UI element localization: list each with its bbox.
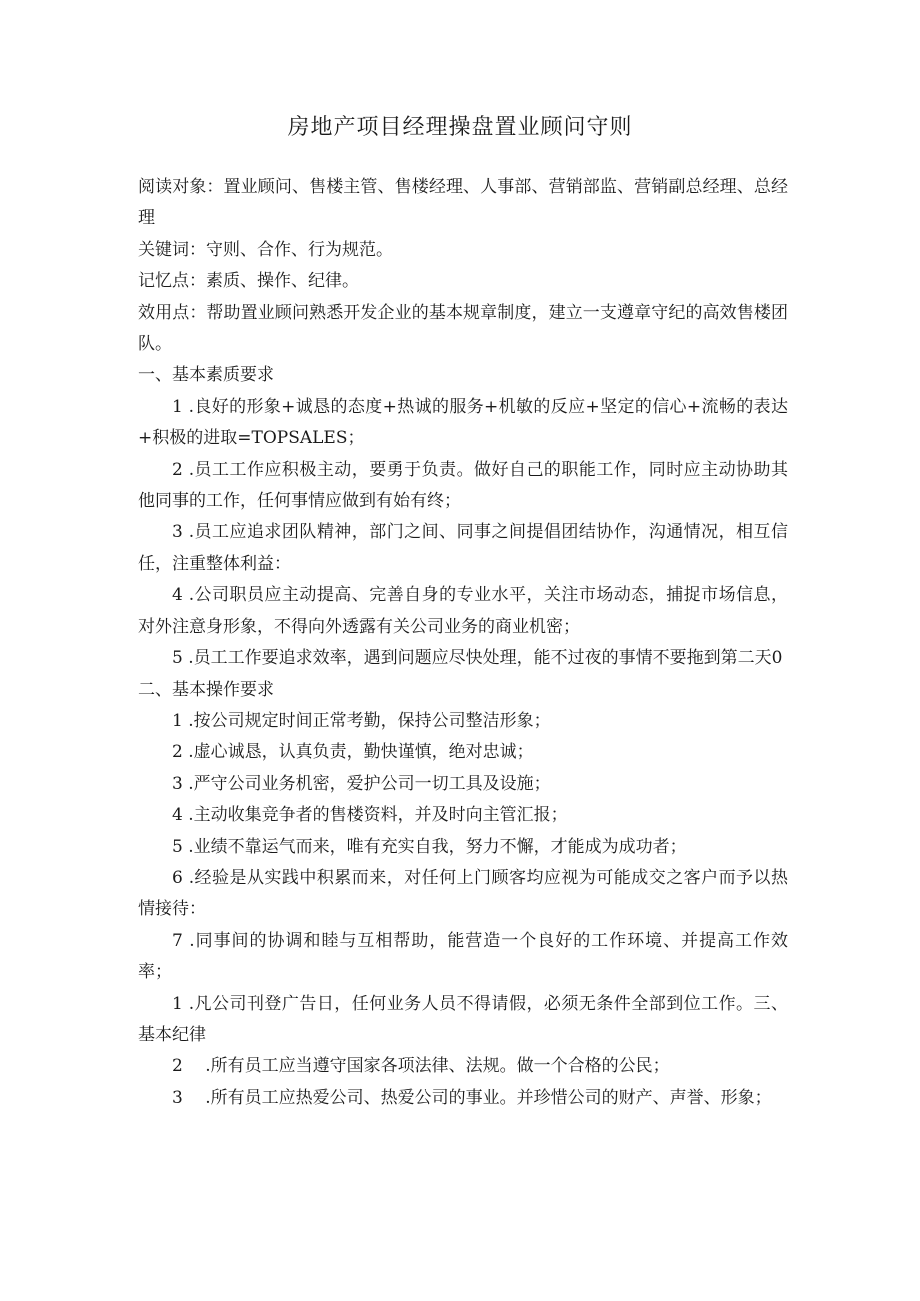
paragraph: 4 .公司职员应主动提高、完善自身的专业水平，关注市场动态，捕捉市场信息，对外注意身形象，不得向外透露有关公司业务的商业机密； bbox=[138, 585, 788, 637]
paragraph: 3 .所有员工应热爱公司、热爱公司的事业。并珍惜公司的财产、声誉、形象； bbox=[172, 1087, 772, 1108]
paragraph: 2 .员工工作应积极主动，要勇于负责。做好自己的职能工作，同时应主动协助其他同事的工作，任何事情应做到有始有终； bbox=[138, 459, 788, 512]
paragraph: 7 .同事间的协调和睦与互相帮助，能营造一个良好的工作环境、并提高工作效率； bbox=[138, 930, 788, 983]
paragraph: 3 .严守公司业务机密，爱护公司一切工具及设施； bbox=[172, 773, 551, 794]
paragraph: 5 .员工工作要追求效率，遇到问题应尽快处理，能不过夜的事情不要拖到第二天0 bbox=[172, 648, 783, 669]
memory-points: 记忆点：素质、操作、纪律。 bbox=[138, 271, 359, 292]
reading-audience: 阅读对象：置业顾问、售楼主管、售楼经理、人事部、营销部监、营销副总经理、总经理 bbox=[138, 177, 788, 229]
keywords: 关键词：守则、合作、行为规范。 bbox=[138, 239, 393, 260]
paragraph: 6 .经验是从实践中积累而来，对任何上门顾客均应视为可能成交之客户而予以热情接待： bbox=[138, 867, 788, 920]
paragraph: 2 .虚心诚恳，认真负责，勤快谨慎，绝对忠诚； bbox=[172, 742, 534, 763]
paragraph: 1 .良好的形象+诚恳的态度+热诚的服务+机敏的反应+坚定的信心+流畅的表达+积极的进取=TOPSALES； bbox=[138, 396, 788, 449]
paragraph: 1 .凡公司刊登广告日，任何业务人员不得请假，必须无条件全部到位工作。三、基本纪律 bbox=[138, 993, 788, 1045]
document-body bbox=[138, 172, 788, 1114]
paragraph: 2 .所有员工应当遵守国家各项法律、法规。做一个合格的公民； bbox=[172, 1056, 670, 1077]
paragraph: 1 .按公司规定时间正常考勤，保持公司整洁形象； bbox=[172, 710, 551, 731]
paragraph: 3 .员工应追求团队精神，部门之间、同事之间提倡团结协作，沟通情况，相互信任，注重整体利益： bbox=[138, 522, 788, 574]
document-title: 房地产项目经理操盘置业顾问守则 bbox=[287, 115, 633, 140]
utility-points: 效用点：帮助置业顾问熟悉开发企业的基本规章制度，建立一支遵章守纪的高效售楼团队。 bbox=[138, 302, 788, 355]
paragraph: 5 .业绩不靠运气而来，唯有充实自我，努力不懈，才能成为成功者； bbox=[172, 836, 687, 857]
section-heading-quality: 一、基本素质要求 bbox=[138, 365, 274, 386]
paragraph: 4 .主动收集竞争者的售楼资料，并及时向主管汇报； bbox=[172, 805, 568, 826]
section-heading-operation: 二、基本操作要求 bbox=[138, 679, 274, 700]
